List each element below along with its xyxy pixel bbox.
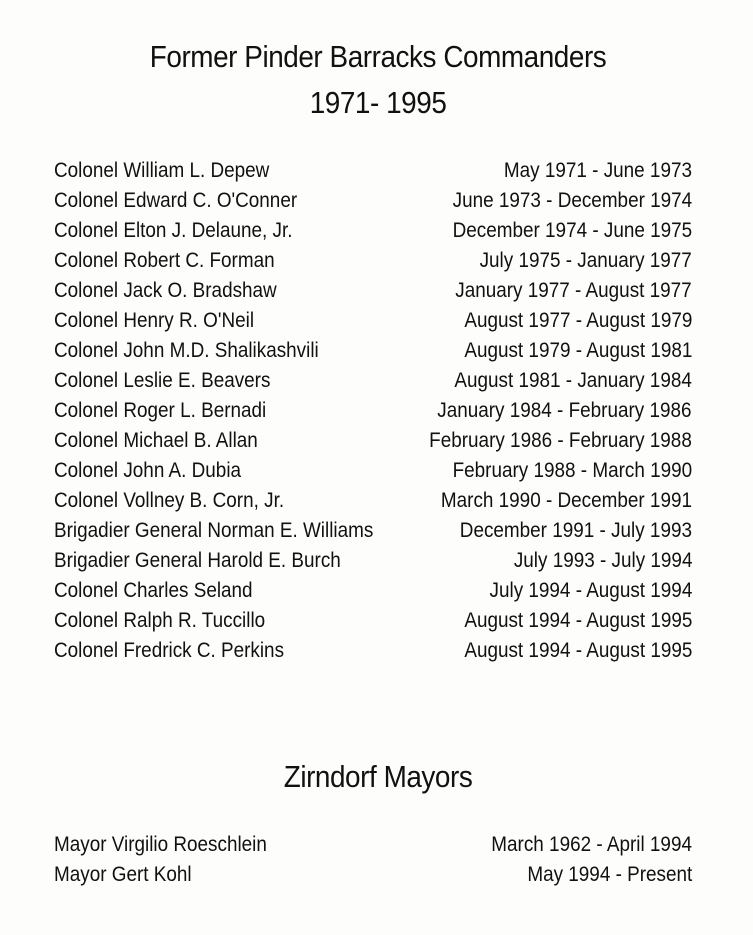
commander-name: Colonel Henry R. O'Neil bbox=[54, 309, 255, 332]
commander-row bbox=[54, 636, 692, 666]
commander-dates: August 1981 - January 1984 bbox=[454, 369, 692, 392]
commander-row bbox=[54, 516, 692, 546]
commander-dates: January 1977 - August 1977 bbox=[455, 279, 692, 302]
commander-dates: February 1988 - March 1990 bbox=[452, 459, 692, 482]
mayor-row bbox=[54, 860, 692, 890]
commander-name: Colonel Elton J. Delaune, Jr. bbox=[54, 219, 293, 242]
commander-name: Colonel Edward C. O'Conner bbox=[54, 189, 298, 212]
commander-row bbox=[54, 306, 692, 336]
commander-dates: December 1974 - June 1975 bbox=[452, 219, 692, 242]
commander-row bbox=[54, 156, 692, 186]
commander-name: Brigadier General Norman E. Williams bbox=[54, 519, 374, 542]
commander-dates: August 1994 - August 1995 bbox=[463, 609, 692, 632]
commander-dates: March 1990 - December 1991 bbox=[440, 489, 692, 512]
commander-row bbox=[54, 606, 692, 636]
mayor-name: Mayor Virgilio Roeschlein bbox=[54, 833, 267, 856]
commander-name: Colonel Robert C. Forman bbox=[54, 249, 275, 272]
commander-name: Colonel Vollney B. Corn, Jr. bbox=[54, 489, 285, 512]
commander-name: Colonel Ralph R. Tuccillo bbox=[54, 609, 266, 632]
mayor-dates: May 1994 - Present bbox=[527, 863, 692, 886]
commander-row bbox=[54, 216, 692, 246]
mayors-list bbox=[54, 830, 692, 890]
commander-dates: February 1986 - February 1988 bbox=[429, 429, 692, 452]
commander-row bbox=[54, 426, 692, 456]
commander-dates: January 1984 - February 1986 bbox=[437, 399, 692, 422]
commander-name: Colonel John M.D. Shalikashvili bbox=[54, 339, 319, 362]
mayor-row bbox=[54, 830, 692, 860]
commander-dates: August 1979 - August 1981 bbox=[463, 339, 692, 362]
commander-name: Brigadier General Harold E. Burch bbox=[54, 549, 341, 572]
commander-row bbox=[54, 246, 692, 276]
commander-dates: July 1975 - January 1977 bbox=[479, 249, 692, 272]
commander-row bbox=[54, 486, 692, 516]
commander-name: Colonel Charles Seland bbox=[54, 579, 253, 602]
commander-name: Colonel Leslie E. Beavers bbox=[54, 369, 271, 392]
mayors-section-title: Zirndorf Mayors bbox=[283, 759, 473, 794]
commander-name: Colonel John A. Dubia bbox=[54, 459, 242, 482]
commander-dates: December 1991 - July 1993 bbox=[459, 519, 692, 542]
commander-row bbox=[54, 546, 692, 576]
commander-row bbox=[54, 366, 692, 396]
commander-name: Colonel Roger L. Bernadi bbox=[54, 399, 267, 422]
commander-row bbox=[54, 336, 692, 366]
commander-name: Colonel Jack O. Bradshaw bbox=[54, 279, 277, 302]
commander-row bbox=[54, 576, 692, 606]
commander-name: Colonel Michael B. Allan bbox=[54, 429, 258, 452]
mayor-dates: March 1962 - April 1994 bbox=[491, 833, 692, 856]
commander-dates: June 1973 - December 1974 bbox=[452, 189, 692, 212]
commander-dates: August 1994 - August 1995 bbox=[463, 639, 692, 662]
commander-dates: July 1993 - July 1994 bbox=[513, 549, 692, 572]
commander-row bbox=[54, 276, 692, 306]
commander-row bbox=[54, 456, 692, 486]
page-title: Former Pinder Barracks Commanders bbox=[149, 39, 607, 74]
commander-row bbox=[54, 186, 692, 216]
commander-row bbox=[54, 396, 692, 426]
page-years: 1971- 1995 bbox=[309, 85, 447, 120]
commander-dates: May 1971 - June 1973 bbox=[503, 159, 692, 182]
commander-name: Colonel William L. Depew bbox=[54, 159, 270, 182]
commanders-list bbox=[54, 156, 692, 666]
mayor-name: Mayor Gert Kohl bbox=[54, 863, 192, 886]
commander-name: Colonel Fredrick C. Perkins bbox=[54, 639, 285, 662]
commander-dates: August 1977 - August 1979 bbox=[463, 309, 692, 332]
commander-dates: July 1994 - August 1994 bbox=[489, 579, 692, 602]
